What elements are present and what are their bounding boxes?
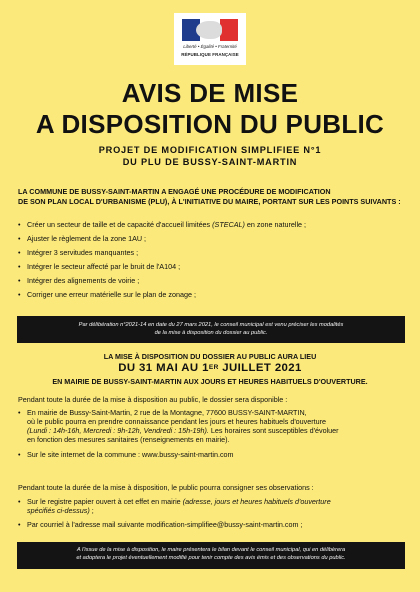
list-item: • En mairie de Bussy-Saint-Martin, 2 rue de la Montagne, 77600 BUSSY-SAINT-MARTIN, [18,408,307,417]
bullet-icon: • [18,248,21,257]
bullet-icon: • [18,408,21,417]
marianne-icon [182,19,238,41]
bullet-icon: • [18,290,21,299]
republique-francaise-logo [174,13,246,65]
bullet-icon: • [18,520,21,529]
closing-box [17,542,405,569]
logo-motto: Liberté • Égalité • Fraternité [183,44,237,49]
list-item: • Sur le registre papier ouvert à cet effet en mairie (adresse, jours et heures habituels d'ouverture [18,497,331,506]
consultation-item1-line-3: (Lundi : 14h-16h, Mercredi : 9h-12h, Vendredi : 15h-19h). Les horaires sont susceptibles d'évoluer [27,426,339,435]
bullet-icon: • [18,262,21,271]
title-line-1: AVIS DE MISE [121,78,299,108]
intro-line-1: LA COMMUNE DE BUSSY-SAINT-MARTIN A ENGAGÉ UNE PROCÉDURE DE MODIFICATION [18,187,331,196]
deliberation-box [17,316,405,343]
list-item: • Corriger une erreur matérielle sur le plan de zonage ; [18,290,196,299]
list-item: • Par courriel à l'adresse mail suivante modification-simplifiee@bussy-saint-martin.com ; [18,520,303,529]
observations-intro: Pendant toute la durée de la mise à disposition, le public pourra consigner ses observations : [18,483,314,492]
closing-line-1: A l'issue de la mise à disposition, le maire présentera le bilan devant le conseil municipal, qui en délibèrera [76,547,346,553]
list-item: • Ajuster le règlement de la zone 1AU ; [18,234,147,243]
intro-line-2: DE SON PLAN LOCAL D'URBANISME (PLU), À L'INITIATIVE DU MAIRE, PORTANT SUR LES POINTS SUIVANTS : [18,196,401,206]
period-place: EN MAIRIE DE BUSSY-SAINT-MARTIN AUX JOURS ET HEURES HABITUELS D'OUVERTURE. [52,377,368,386]
consultation-intro: Pendant toute la durée de la mise à disposition au public, le dossier sera disponible : [18,395,288,404]
logo-name: RÉPUBLIQUE FRANÇAISE [181,52,239,57]
closing-line-2: et adoptera le projet éventuellement modifié pour tenir compte des avis émis et des observations du public. [76,555,346,561]
bullet-icon: • [18,234,21,243]
consultation-item1-line-2: où le public pourra en prendre connaissance pendant les jours et heures habituels d'ouverture [27,417,327,426]
period-dates: DU 31 MAI AU 1ER JUILLET 2021 [118,362,302,374]
observations-item1-line-2: spécifiés ci-dessus) ; [27,506,94,515]
list-item: • Intégrer des alignements de voirie ; [18,276,140,285]
subtitle-line-1: PROJET DE MODIFICATION SIMPLIFIEE N°1 [98,145,322,155]
bullet-icon: • [18,450,21,459]
title-line-2: A DISPOSITION DU PUBLIC [35,109,385,139]
consultation-item1-line-4: en fonction des mesures sanitaires (renseignements en mairie). [27,435,230,444]
deliberation-line-2: de la mise à disposition du dossier au public. [154,330,268,336]
subtitle-line-2: DU PLU DE BUSSY-SAINT-MARTIN [122,157,298,167]
list-item: • Intégrer le secteur affecté par le bruit de l'A104 ; [18,262,181,271]
list-item: • Créer un secteur de taille et de capacité d'accueil limitées (STECAL) en zone naturelle ; [18,220,307,229]
list-item: • Sur le site internet de la commune : www.bussy-saint-martin.com [18,450,234,459]
list-item: • Intégrer 3 servitudes manquantes ; [18,248,139,257]
period-intro: LA MISE À DISPOSITION DU DOSSIER AU PUBLIC AURA LIEU [103,352,317,361]
bullet-icon: • [18,276,21,285]
deliberation-line-1: Par délibération n°2021-14 en date du 27 mars 2021, le conseil municipal est venu préciser les modalités [78,322,344,328]
bullet-icon: • [18,220,21,229]
bullet-icon: • [18,497,21,506]
